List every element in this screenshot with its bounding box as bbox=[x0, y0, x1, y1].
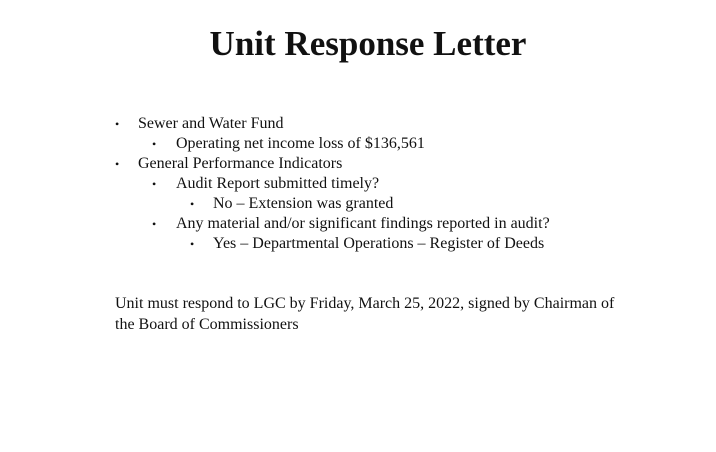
bullet-dot: • bbox=[152, 137, 157, 151]
bullet-dot: • bbox=[190, 237, 195, 251]
bullet-dot: • bbox=[115, 117, 120, 131]
bullet-text: General Performance Indicators bbox=[138, 155, 343, 172]
bullet-dot: • bbox=[152, 217, 157, 231]
bullet-text: No – Extension was granted bbox=[213, 195, 394, 212]
bullet-text: Sewer and Water Fund bbox=[138, 115, 284, 132]
bullet-text: Any material and/or significant findings reported in audit? bbox=[176, 215, 550, 232]
bullet-dot: • bbox=[190, 197, 195, 211]
bullet-text: Yes – Departmental Operations – Register of Deeds bbox=[213, 235, 545, 252]
bullet-text: Audit Report submitted timely? bbox=[176, 175, 380, 192]
bullet-text: Operating net income loss of $136,561 bbox=[176, 135, 425, 152]
bullet-dot: • bbox=[115, 157, 120, 171]
bullet-dot: • bbox=[152, 177, 157, 191]
response-note: Unit must respond to LGC by Friday, March 25, 2022, signed by Chairman of the Board of Commissioners bbox=[115, 295, 615, 333]
slide-title: Unit Response Letter bbox=[209, 24, 527, 63]
